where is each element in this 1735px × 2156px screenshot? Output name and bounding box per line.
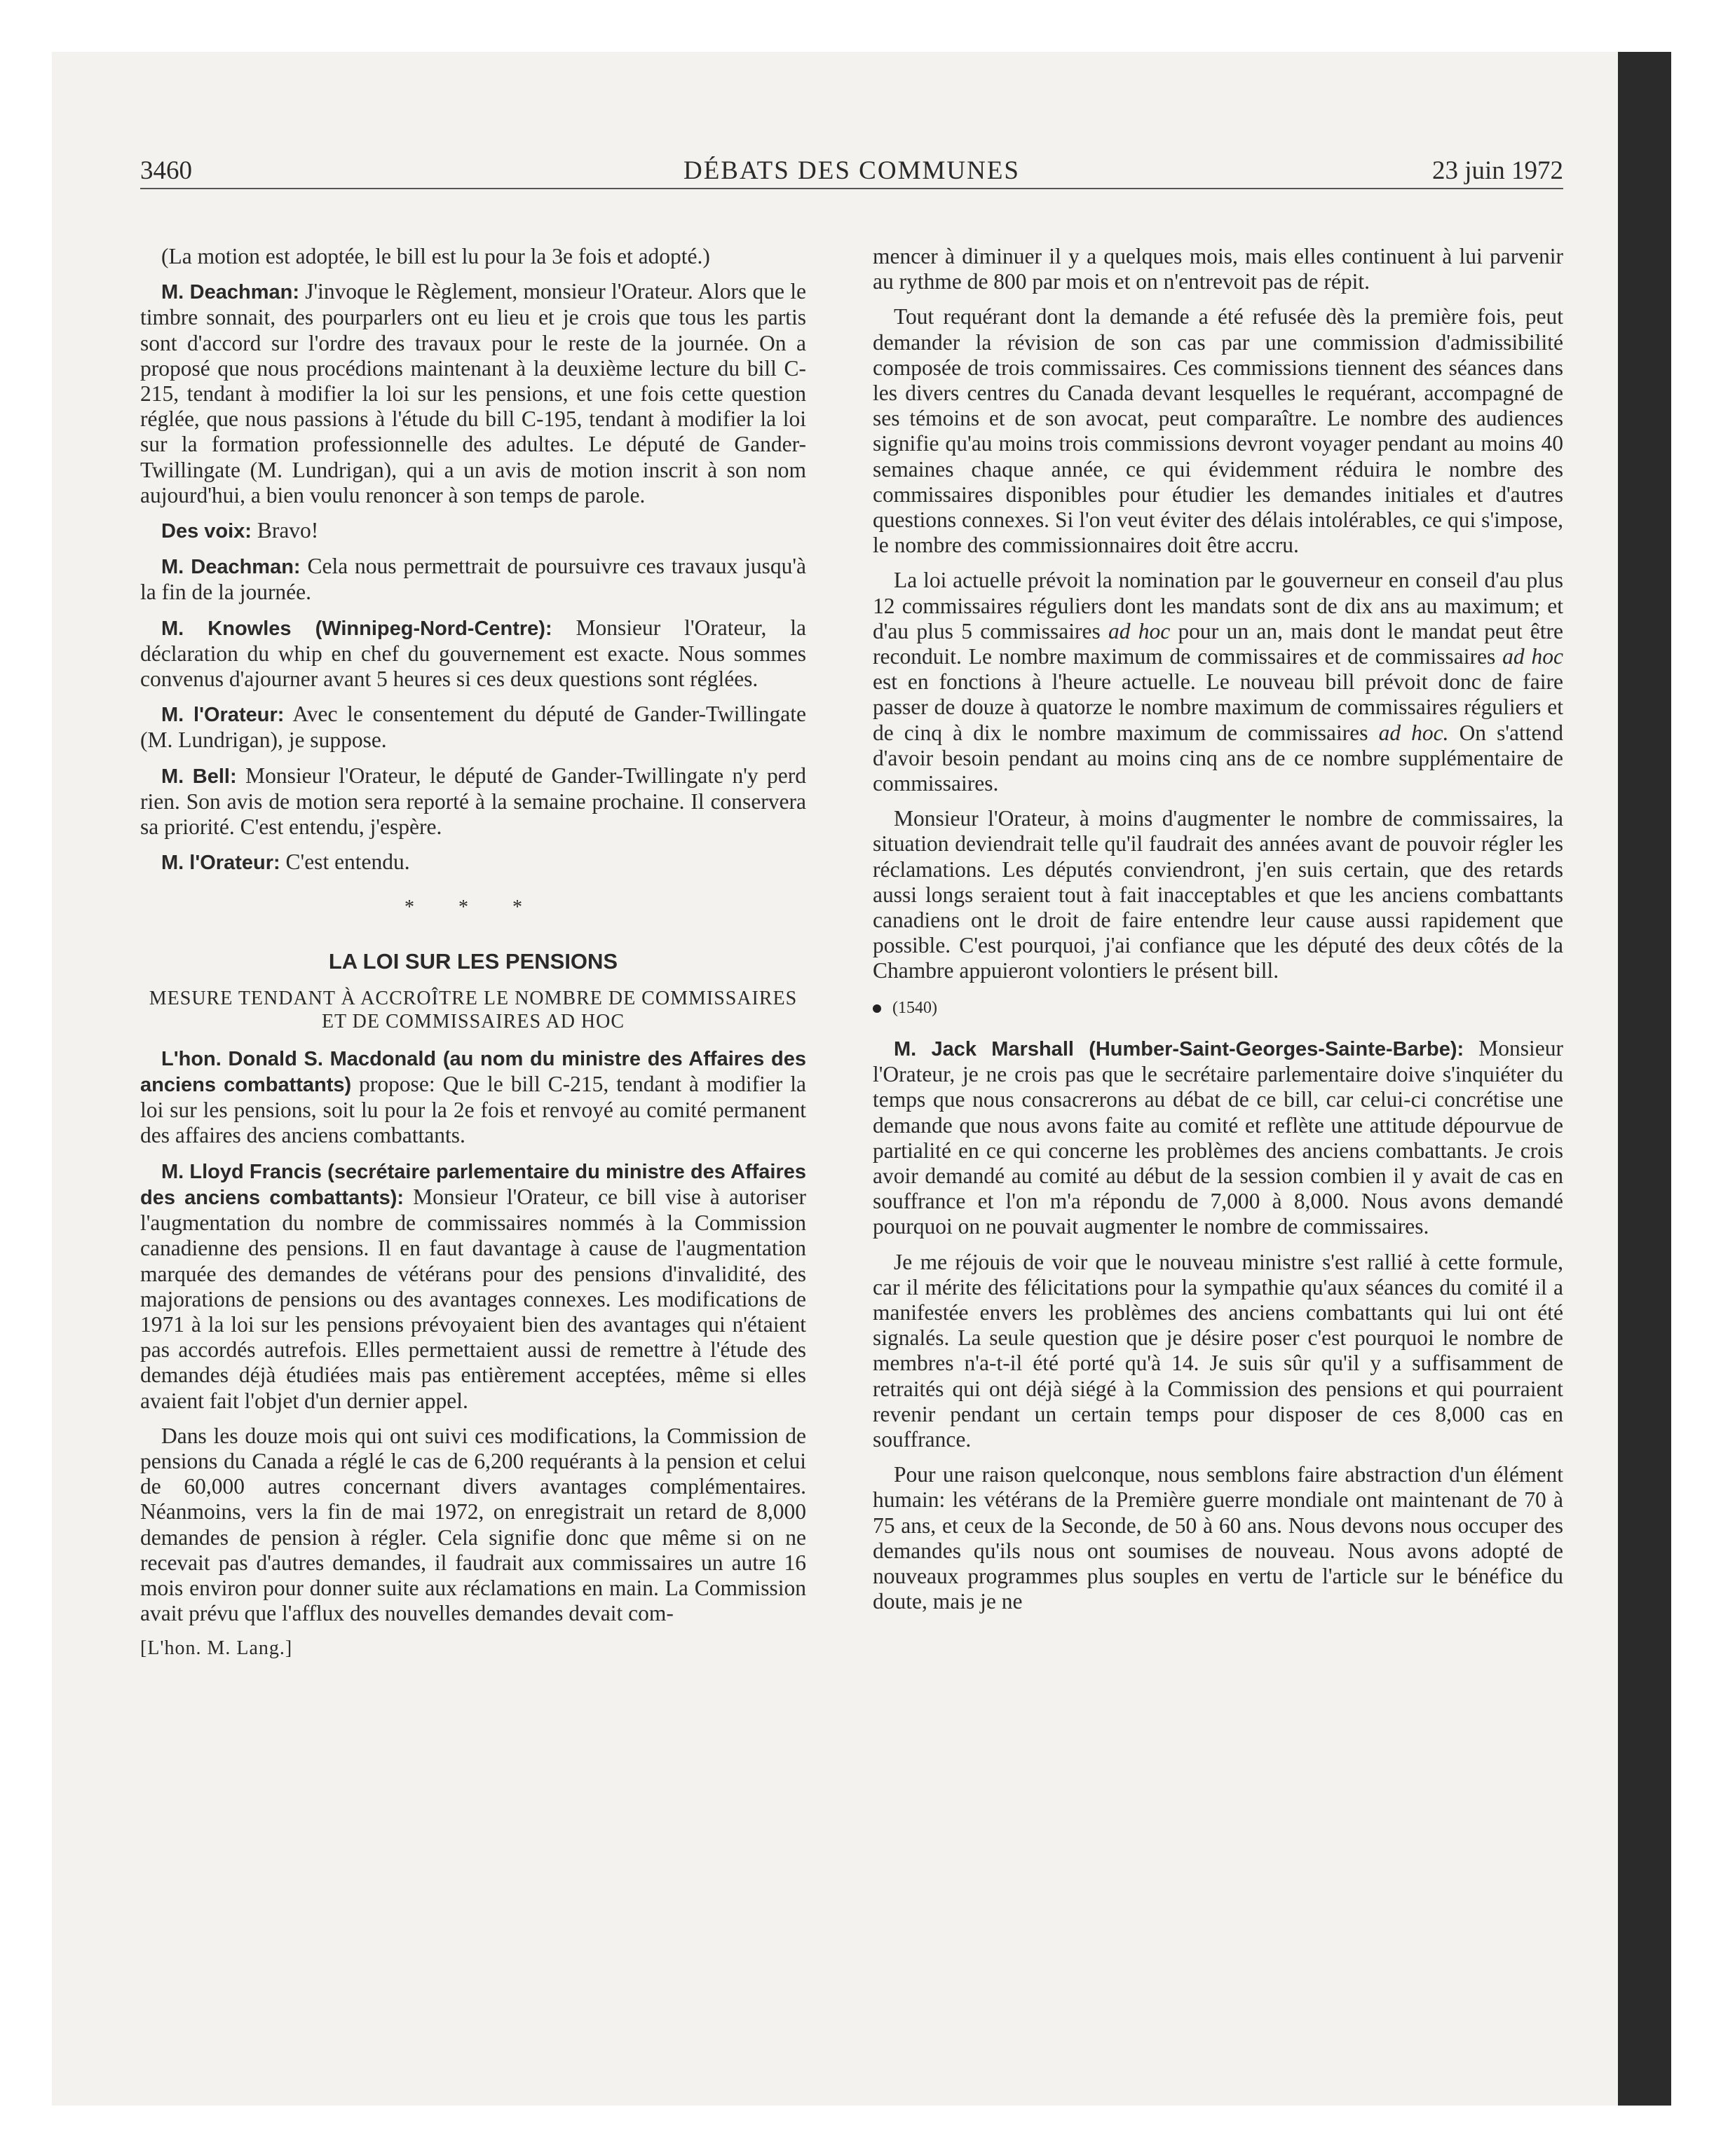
paragraph: La loi actuelle prévoit la nomination par le gouverneur en conseil d'au plus 12 commissaires réguliers dont les mandats sont de dix ans au maximum; et d'au plus 5 commissaires ad hoc pour un an, mais dont le mandat peut être reconduit. Le nombre maximum de commissaires et de commissaires ad hoc est en fonctions à l'heure actuelle. Le nouveau bill prévoit donc de faire passer de douze à quatorze le nombre maximum de commissaires réguliers et de cinq à dix le nombre maximum de commissaires ad hoc. On s'attend d'avoir besoin pendant au moins cinq ans de ce nombre supplémentaire de commissaires.	[873, 568, 1564, 796]
paragraph: M. l'Orateur: Avec le consentement du député de Gander-Twillingate (M. Lundrigan), je suppose.	[140, 702, 807, 753]
binding-edge	[1618, 52, 1671, 2106]
paragraph: M. Knowles (Winnipeg-Nord-Centre): Monsieur l'Orateur, la déclaration du whip en chef du gouvernement est exacte. Nous sommes convenus d'ajourner avant 5 heures si ces deux questions sont réglées.	[140, 615, 806, 692]
paragraph: M. Bell: Monsieur l'Orateur, le député de Gander-Twillingate n'y perd rien. Son avis de motion sera reporté à la semaine prochaine. Il conservera sa priorité. C'est entendu, j'espère.	[140, 763, 807, 840]
time-marker: (1540)	[873, 995, 1563, 1021]
page-number: 3460	[140, 156, 192, 185]
paragraph: M. Deachman: J'invoque le Règlement, monsieur l'Orateur. Alors que le timbre sonnait, des pourparlers ont eu lieu et je crois que tous les partis sont d'accord sur l'ordre des travaux pour le reste de la journée. On a proposé que nous procédions maintenant à la deuxième lecture du bill C-215, tendant à modifier la loi sur les pensions, et une fois cette question réglée, que nous passions à l'étude du bill C-195, tendant à modifier la loi sur la formation professionnelle des adultes. Le député de Gander-Twillingate (M. Lundrigan), qui a un avis de motion inscrit à son nom aujourd'hui, a bien voulu renoncer à son temps de parole.	[140, 279, 806, 507]
paragraph: Tout requérant dont la demande a été refusée dès la première fois, peut demander la révision de son cas par une commission d'admissibilité composée de trois commissaires. Ces commissions tiennent des séances dans les divers centres du Canada devant lesquelles le requérant, accompagné de ses témoins et de son avocat, peut comparaître. Le nombre des audiences signifie qu'au moins trois commissions devront voyager pendant au moins 40 semaines chaque année, ce qui évidemment réduira le nombre des commissaires disponibles pour étudier les demandes initiales et d'autres questions connexes. Si l'on veut éviter des délais intolérables, ce qui s'impose, le nombre des commissionnaires doit être accru.	[873, 304, 1563, 558]
paragraph: Des voix: Bravo!	[161, 518, 319, 543]
paragraph: Pour une raison quelconque, nous semblons faire abstraction d'un élément humain: les vétérans de la Première guerre mondiale ont maintenant de 70 à 75 ans, et ceux de la Seconde, de 50 à 60 ans. Nous devons nous occuper des demandes qu'ils nous ont soumises de nouveau. Nous avons adopté de nouveaux programmes plus souples en vertu de l'article sur le bénéfice du doute, mais je ne	[873, 1462, 1563, 1614]
paragraph: Dans les douze mois qui ont suivi ces modifications, la Commission de pensions du Canada a réglé le cas de 6,200 requérants à la pension et celui de 60,000 autres concernant divers avantages complémentaires. Néanmoins, vers la fin de mai 1972, on enregistrait un retard de 8,000 demandes de pension à régler. Cela signifie donc que même si on ne recevait pas d'autres demandes, il faudrait aux commissaires un autre 16 mois environ pour donner suite aux réclamations en main. La Commission avait prévu que l'afflux des nouvelles demandes devait com-	[140, 1423, 806, 1626]
paragraph: M. Jack Marshall (Humber-Saint-Georges-Sainte-Barbe): Monsieur l'Orateur, je ne crois pas que le secrétaire parlementaire doive s'inquiéter du temps que nous consacrerons au débat de ce bill, car celui-ci concrétise une demande que nous avons faite au comité et reflète une attitude dépourvue de partialité en ce qui concerne les problèmes des anciens combattants. Je crois avoir demandé au comité au début de la session combien il y avait de cas en souffrance et l'on m'a répondu de 7,000 à 8,000. Nous avons demandé pourquoi on ne pouvait augmenter le nombre de commissaires.	[873, 1035, 1564, 1239]
speaker: L'hon. Donald S. Macdonald (au nom du ministre des Affaires des anciens combattants)	[140, 1047, 806, 1097]
section-subtitle: MESURE TENDANT À ACCROÎTRE LE NOMBRE DE COMMISSAIRES ET DE COMMISSAIRES AD HOC	[149, 987, 798, 1032]
speaker: M. Knowles (Winnipeg-Nord-Centre):	[161, 617, 552, 640]
paragraph: Je me réjouis de voir que le nouveau ministre s'est rallié à cette formule, car il mérite des félicitations pour la sympathie qu'aux séances du comité il a manifestée envers les problèmes des anciens combattants qui lui ont été signalés. La seule question que je désire poser c'est pourquoi le nombre de membres n'a-t-il été porté qu'à 14. Je suis sûr qu'il y a suffisamment de retraités qui ont déjà siégé à la Commission des pensions et qui pourraient revenir pendant un certain temps pour disposer de ces 8,000 cas en souffrance.	[873, 1249, 1563, 1452]
header-rule	[140, 188, 1563, 189]
speaker: M. Lloyd Francis (secrétaire parlementaire du ministre des Affaires des anciens combattants):	[140, 1160, 806, 1209]
speaker: Des voix:	[161, 520, 252, 543]
section-separator: * * *	[404, 896, 542, 919]
paragraph: M. Deachman: Cela nous permettrait de poursuivre ces travaux jusqu'à la fin de la journée.	[140, 554, 806, 605]
speaker: M. Bell:	[161, 765, 237, 788]
footer-note: [L'hon. M. Lang.]	[140, 1637, 293, 1660]
page-header	[140, 156, 1563, 189]
paragraph: mencer à diminuer il y a quelques mois, mais elles continuent à lui parvenir au rythme de 800 par mois et on n'entrevoit pas de répit.	[873, 244, 1563, 294]
section-title: LA LOI SUR LES PENSIONS	[328, 948, 618, 974]
bullet-icon	[873, 1004, 881, 1013]
paragraph: Monsieur l'Orateur, à moins d'augmenter le nombre de commissaires, la situation deviendrait telle qu'il faudrait des années avant de pouvoir régler les réclamations. Les députés conviendront, j'en suis certain, que des retards aussi longs seraient tout à fait inacceptables et que les anciens combattants canadiens ont le droit de faire entendre leur cause aussi rapidement que possible. C'est pourquoi, j'ai confiance que les député des deux côtés de la Chambre appuieront volontiers le présent bill.	[873, 806, 1563, 983]
paragraph: M. Lloyd Francis (secrétaire parlementaire du ministre des Affaires des anciens combattants): Monsieur l'Orateur, ce bill vise à autoriser l'augmentation du nombre de commissaires nommés à la Commission canadienne des pensions. Il en faut davantage à cause de l'augmentation marquée des demandes de vétérans pour des pensions d'invalidité, des majorations de pensions ou des avantages connexes. Les modifications de 1971 à la loi sur les pensions prévoyaient bien des avantages qui n'étaient pas accordés autrefois. Elles permettaient aussi de remettre à l'étude des demandes déjà étudiées mais pas entièrement acceptées, même si elles avaient fait l'objet d'un dernier appel.	[140, 1160, 806, 1413]
journal-title: DÉBATS DES COMMUNES	[683, 156, 1020, 185]
speaker: M. l'Orateur:	[161, 704, 285, 727]
speaker: M. Jack Marshall (Humber-Saint-Georges-Sainte-Barbe):	[894, 1037, 1464, 1060]
speaker: M. Deachman:	[161, 556, 301, 579]
left-column	[140, 244, 806, 1662]
speaker: M. l'Orateur:	[161, 852, 280, 875]
paragraph: L'hon. Donald S. Macdonald (au nom du ministre des Affaires des anciens combattants) propose: Que le bill C-215, tendant à modifier la loi sur les pensions, soit lu pour la 2e fois et renvoyé au comité permanent des affaires des anciens combattants.	[140, 1047, 806, 1148]
speaker: M. Deachman:	[161, 281, 299, 304]
page-date: 23 juin 1972	[1431, 156, 1563, 185]
right-column	[873, 244, 1563, 1624]
paragraph: M. l'Orateur: C'est entendu.	[161, 850, 410, 875]
paragraph: (La motion est adoptée, le bill est lu pour la 3e fois et adopté.)	[161, 244, 710, 268]
